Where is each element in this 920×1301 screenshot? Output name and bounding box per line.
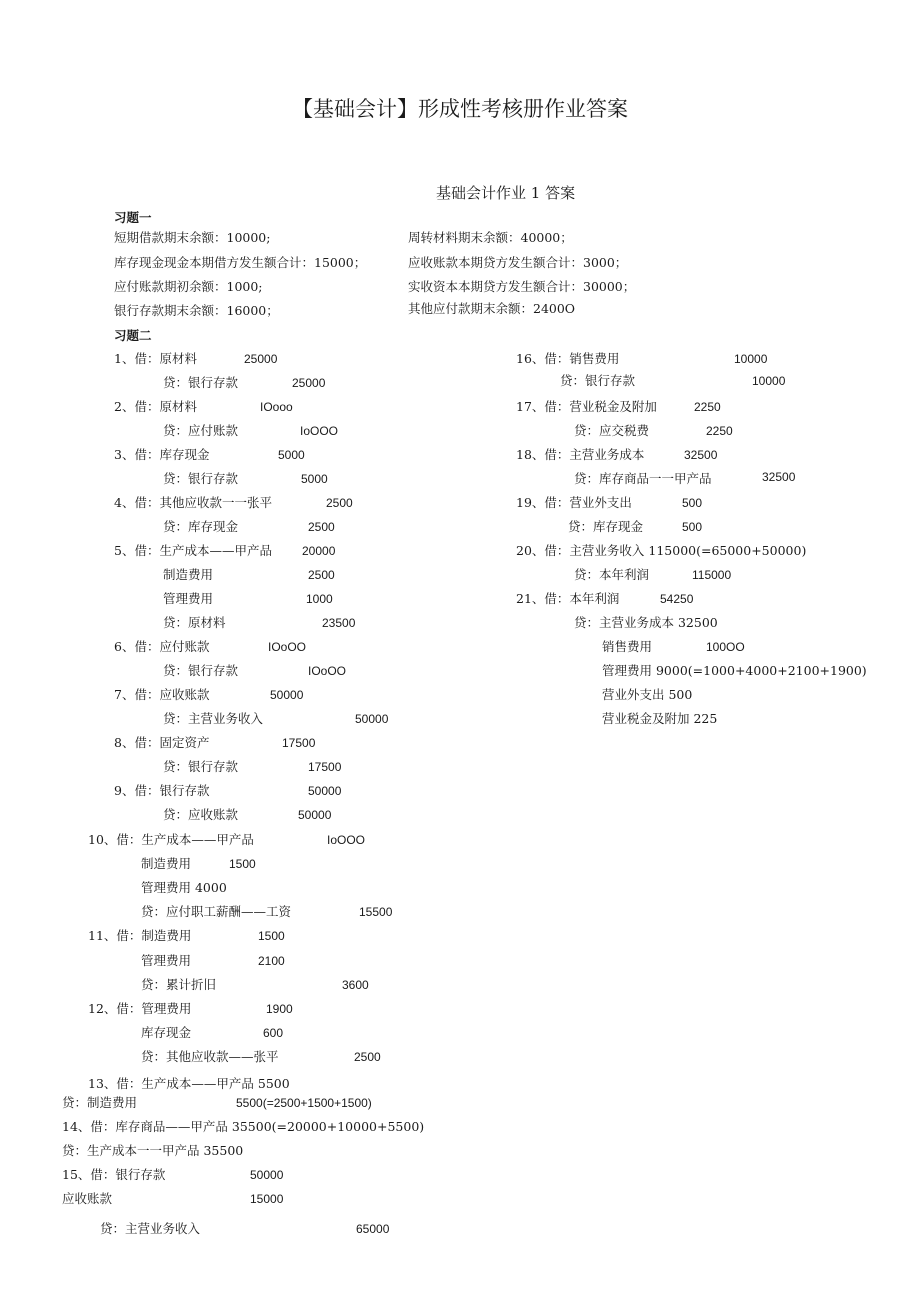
entry-line: 17、借：营业税金及附加	[516, 399, 657, 414]
entry-line: 库存现金	[141, 1025, 192, 1040]
entry-line: 20、借：主营业务收入 115000(=65000+50000)	[516, 543, 807, 558]
entry-line: 贷：应付职工薪酬——工资	[141, 904, 292, 919]
page-title: 【基础会计】形成性考核册作业答案	[292, 97, 628, 121]
entry-amount: 1900	[266, 1002, 293, 1016]
entry-amount: 25000	[292, 376, 326, 390]
entry-line: 贷：银行存款	[163, 759, 239, 774]
entry-line: 6、借：应付账款	[114, 639, 210, 654]
ex1-right-line: 周转材料期末余额：40000；	[408, 230, 573, 245]
entry-amount: 65000	[356, 1222, 390, 1236]
entry-amount: IoOOO	[300, 424, 339, 438]
entry-amount: 2250	[694, 400, 721, 414]
entry-amount: 2250	[706, 424, 733, 438]
entry-line: 销售费用	[602, 639, 653, 654]
entry-line: 贷：银行存款	[163, 663, 239, 678]
entry-line: 18、借：主营业务成本	[516, 447, 645, 462]
ex1-right-line: 应收账款本期贷方发生额合计：3000；	[408, 255, 628, 270]
entry-line: 贷：应收账款	[163, 807, 239, 822]
entry-line: 1、借：原材料	[114, 351, 197, 366]
entry-line: 管理费用	[163, 591, 214, 606]
entry-amount: 500	[682, 520, 703, 534]
entry-line: 制造费用	[163, 567, 214, 582]
entry-line: 贷：本年利润	[574, 567, 650, 582]
ex1-right-line: 其他应付款期末余额：2400O	[408, 301, 576, 316]
entry-amount: 2500	[308, 520, 335, 534]
entry-amount: 50000	[270, 688, 304, 702]
exercise-1-heading: 习题一	[114, 211, 152, 225]
entry-line: 贷：应交税费	[574, 423, 650, 438]
entry-amount: 25000	[244, 352, 278, 366]
entry-amount: 50000	[308, 784, 342, 798]
ex1-right-line: 实收资本本期贷方发生额合计：30000；	[408, 279, 636, 294]
entry-amount: 15000	[250, 1192, 284, 1206]
ex1-left-line: 短期借款期末余额：10000;	[114, 230, 271, 245]
entry-line: 2、借：原材料	[114, 399, 197, 414]
entry-amount: 100OO	[706, 640, 745, 654]
entry-amount: 2500	[326, 496, 353, 510]
entry-line: 12、借：管理费用	[88, 1001, 192, 1016]
entry-amount: IOooo	[260, 400, 293, 414]
entry-line: 营业税金及附加 225	[602, 711, 718, 726]
entry-line: 贷：累计折旧	[141, 977, 217, 992]
entry-line: 贷：主营业务成本 32500	[574, 615, 718, 630]
entry-amount: 1500	[258, 929, 285, 943]
entry-line: 管理费用 9000(=1000+4000+2100+1900)	[602, 663, 867, 678]
entry-line: 贷：原材料	[163, 615, 226, 630]
entry-line: 贷：银行存款	[560, 373, 636, 388]
entry-amount: 2100	[258, 954, 285, 968]
entry-line: 3、借：库存现金	[114, 447, 210, 462]
entry-line: 贷：生产成本一一甲产品 35500	[62, 1143, 244, 1158]
entry-line: 8、借：固定资产	[114, 735, 210, 750]
entry-amount: 23500	[322, 616, 356, 630]
entry-line: 4、借：其他应收款一一张平	[114, 495, 272, 510]
entry-line: 贷：制造费用	[62, 1095, 138, 1110]
entry-amount: 115000	[692, 568, 732, 582]
entry-amount: 5000	[301, 472, 328, 486]
entry-amount: 54250	[660, 592, 694, 606]
entry-line: 营业外支出 500	[602, 687, 693, 702]
entry-amount: 5500(=2500+1500+1500)	[236, 1096, 372, 1110]
entry-amount: IOoOO	[308, 664, 347, 678]
entry-amount: 20000	[302, 544, 336, 558]
entry-amount: 5000	[278, 448, 305, 462]
entry-line: 应收账款	[62, 1191, 113, 1206]
entry-amount: 10000	[752, 374, 786, 388]
entry-line: 5、借：生产成本——甲产品	[114, 543, 272, 558]
ex1-left-line: 银行存款期末余额：16000；	[114, 303, 279, 318]
entry-line: 10、借：生产成本——甲产品	[88, 832, 254, 847]
entry-line: 7、借：应收账款	[114, 687, 210, 702]
entry-line: 16、借：销售费用	[516, 351, 620, 366]
entry-line: 贷：库存现金	[568, 519, 644, 534]
entry-amount: IoOOO	[327, 833, 366, 847]
entry-amount: 15500	[359, 905, 393, 919]
entry-amount: 17500	[282, 736, 316, 750]
entry-amount: 2500	[308, 568, 335, 582]
entry-line: 贷：应付账款	[163, 423, 239, 438]
entry-line: 9、借：银行存款	[114, 783, 210, 798]
entry-amount: 1000	[306, 592, 333, 606]
entry-line: 管理费用 4000	[141, 880, 227, 895]
entry-line: 贷：银行存款	[163, 471, 239, 486]
entry-line: 管理费用	[141, 953, 192, 968]
entry-line: 贷：库存现金	[163, 519, 239, 534]
entry-amount: 500	[682, 496, 703, 510]
entry-amount: 10000	[734, 352, 768, 366]
entry-amount: 32500	[684, 448, 718, 462]
section-title: 基础会计作业 1 答案	[436, 184, 576, 202]
entry-line: 贷：其他应收款——张平	[141, 1049, 279, 1064]
entry-line: 贷：主营业务收入	[163, 711, 264, 726]
entry-amount: 32500	[762, 470, 796, 484]
entry-amount: 1500	[229, 857, 256, 871]
entry-amount: 2500	[354, 1050, 381, 1064]
exercise-2-heading: 习题二	[114, 329, 152, 343]
entry-line: 贷：主营业务收入	[100, 1221, 201, 1236]
entry-line: 14、借：库存商品——甲产品 35500(=20000+10000+5500)	[62, 1119, 425, 1134]
entry-amount: 50000	[250, 1168, 284, 1182]
entry-amount: IOoOO	[268, 640, 307, 654]
entry-line: 贷：库存商品一一甲产品	[574, 471, 712, 486]
entry-amount: 50000	[355, 712, 389, 726]
entry-line: 15、借：银行存款	[62, 1167, 166, 1182]
entry-line: 制造费用	[141, 856, 192, 871]
entry-amount: 600	[263, 1026, 284, 1040]
entry-line: 11、借：制造费用	[88, 928, 192, 943]
entry-amount: 3600	[342, 978, 369, 992]
entry-amount: 17500	[308, 760, 342, 774]
entry-line: 贷：银行存款	[163, 375, 239, 390]
entry-line: 19、借：营业外支出	[516, 495, 632, 510]
ex1-left-line: 库存现金现金本期借方发生额合计：15000；	[114, 255, 367, 270]
entry-amount: 50000	[298, 808, 332, 822]
ex1-left-line: 应付账款期初余额：1000;	[114, 279, 263, 294]
entry-line: 13、借：生产成本——甲产品 5500	[88, 1076, 290, 1091]
entry-line: 21、借：本年利润	[516, 591, 620, 606]
